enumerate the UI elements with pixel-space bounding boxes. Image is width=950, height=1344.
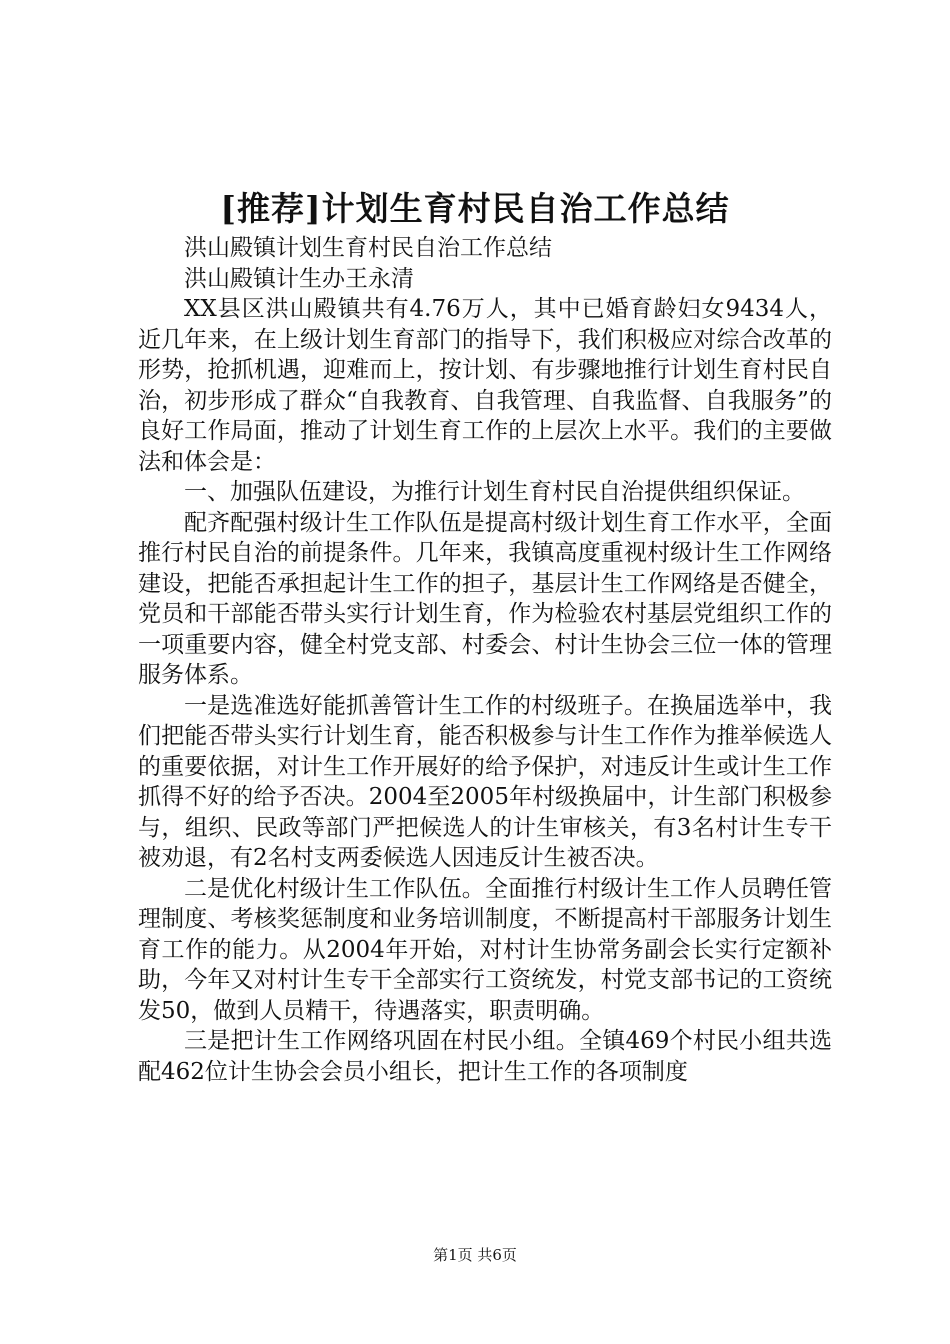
body-paragraph: 三是把计生工作网络巩固在村民小组。全镇469个村民小组共选配462位计生协会会员小组长，把计生工作的各项制度 (138, 1028, 832, 1085)
page-number-footer: 第1页 共6页 (433, 1246, 517, 1264)
body-paragraph: 二是优化村级计生工作队伍。全面推行村级计生工作人员聘任管理制度、考核奖惩制度和业务培训制度，不断提高村干部服务计划生育工作的能力。从2004年开始，对村计生协常务副会长实行定额补助，今年又对村计生专干全部实行工资统发，村党支部书记的工资统发50，做到人员精干，待遇落实，职责明确。 (138, 875, 832, 1024)
section-heading-paragraph: 一、加强队伍建设，为推行计划生育村民自治提供组织保证。 (184, 479, 805, 505)
body-paragraph: 一是选准选好能抓善管计生工作的村级班子。在换届选举中，我们把能否带头实行计划生育，能否积极参与计生工作作为推举候选人的重要依据，对计生工作开展好的给予保护，对违反计生或计生工作抓得不好的给予否决。2004至2005年村级换届中，计生部门积极参与，组织、民政等部门严把候选人的计生审核关，有3名村计生专干被劝退，有2名村支两委候选人因违反计生被否决。 (138, 692, 832, 871)
document-body (138, 233, 832, 1087)
body-paragraph: 配齐配强村级计生工作队伍是提高村级计划生育工作水平，全面推行村民自治的前提条件。几年来，我镇高度重视村级计生工作网络建设，把能否承担起计生工作的担子，基层计生工作网络是否健全，党员和干部能否带头实行计划生育，作为检验农村基层党组织工作的一项重要内容，健全村党支部、村委会、村计生协会三位一体的管理服务体系。 (138, 509, 832, 688)
document-title: [推荐]计划生育村民自治工作总结 (220, 189, 730, 228)
author-paragraph: 洪山殿镇计生办王永清 (184, 265, 414, 292)
subtitle-paragraph: 洪山殿镇计划生育村民自治工作总结 (184, 235, 552, 261)
body-paragraph: XX县区洪山殿镇共有4.76万人，其中已婚育龄妇女9434人，近几年来，在上级计划生育部门的指导下，我们积极应对综合改革的形势，抢抓机遇，迎难而上，按计划、有步骤地推行计划生育村民自治，初步形成了群众“自我教育、自我管理、自我监督、自我服务”的良好工作局面，推动了计划生育工作的上层次上水平。我们的主要做法和体会是： (138, 296, 832, 475)
